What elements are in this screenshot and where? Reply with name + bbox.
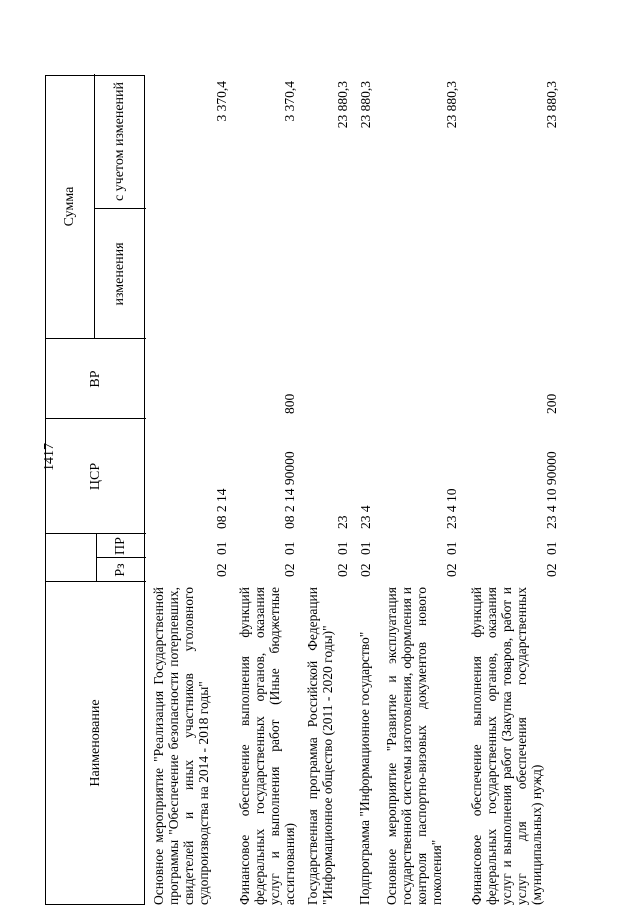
row-name: Подпрограмма "Информационное государство" xyxy=(357,631,372,905)
budget-table xyxy=(45,75,605,905)
table-header xyxy=(45,75,145,905)
header-changes: изменения xyxy=(112,242,127,306)
row-pr: 01 xyxy=(335,541,350,555)
row-csr: 23 4 10 90000 xyxy=(544,451,559,529)
header-rz: Рз xyxy=(113,563,128,577)
row-pr: 01 xyxy=(282,541,297,555)
row-name: Основное мероприятие "Реализация Государственной программы "Обеспечение безопасности потерпевших, свидетелей и иных участников уголовного судопроизводства на 2014 - 2018 годы" xyxy=(151,587,211,905)
row-with-changes: 23 880,3 xyxy=(444,81,459,129)
row-rz: 02 xyxy=(444,563,459,577)
row-pr: 01 xyxy=(358,541,373,555)
row-name: Финансовое обеспечение выполнения функций федеральных государственных органов, оказания услуг и выполнения работ (Иные бюджетные ассигнования) xyxy=(237,587,297,905)
row-csr: 23 4 10 xyxy=(444,488,459,529)
table-row xyxy=(469,75,559,905)
row-name: Основное мероприятие "Развитие и эксплуатация государственной системы изготовления, оформления и контроля паспортно-визовых документов нового поколения" xyxy=(384,587,444,905)
table-row xyxy=(237,75,297,905)
row-rz: 02 xyxy=(282,563,297,577)
row-vr: 800 xyxy=(282,393,297,414)
row-with-changes: 23 880,3 xyxy=(335,81,350,129)
row-rz: 02 xyxy=(358,563,373,577)
row-csr: 08 2 14 xyxy=(214,488,229,529)
row-vr: 200 xyxy=(544,393,559,414)
table-row xyxy=(305,75,350,905)
header-pr: ПР xyxy=(113,537,128,555)
row-with-changes: 23 880,3 xyxy=(358,81,373,129)
header-vr: ВР xyxy=(88,370,103,388)
row-pr: 01 xyxy=(444,541,459,555)
row-rz: 02 xyxy=(544,563,559,577)
table-row xyxy=(151,75,229,905)
row-rz: 02 xyxy=(335,563,350,577)
row-csr: 08 2 14 90000 xyxy=(282,451,297,529)
row-csr: 23 xyxy=(335,515,350,529)
header-csr: ЦСР xyxy=(88,462,103,491)
row-pr: 01 xyxy=(544,541,559,555)
table-row xyxy=(357,75,373,905)
row-rz: 02 xyxy=(214,563,229,577)
page-number: 1417 xyxy=(42,443,57,471)
header-sum: Сумма xyxy=(62,186,77,227)
table-row xyxy=(384,75,459,905)
header-with-changes: с учетом изменений xyxy=(112,81,127,202)
row-name: Финансовое обеспечение выполнения функций федеральных государственных органов, оказания услуг и выполнения работ (Закупка товаров, работ и услуг для обеспечения государственных (муниципальных) нужд) xyxy=(469,587,544,905)
row-with-changes: 3 370,4 xyxy=(214,81,229,122)
row-csr: 23 4 xyxy=(358,505,373,529)
row-name: Государственная программа Российской Федерации "Информационное общество (2011 - 2020 годы)" xyxy=(305,587,335,905)
row-pr: 01 xyxy=(214,541,229,555)
row-with-changes: 3 370,4 xyxy=(282,81,297,122)
header-name: Наименование xyxy=(88,699,103,787)
row-with-changes: 23 880,3 xyxy=(544,81,559,129)
